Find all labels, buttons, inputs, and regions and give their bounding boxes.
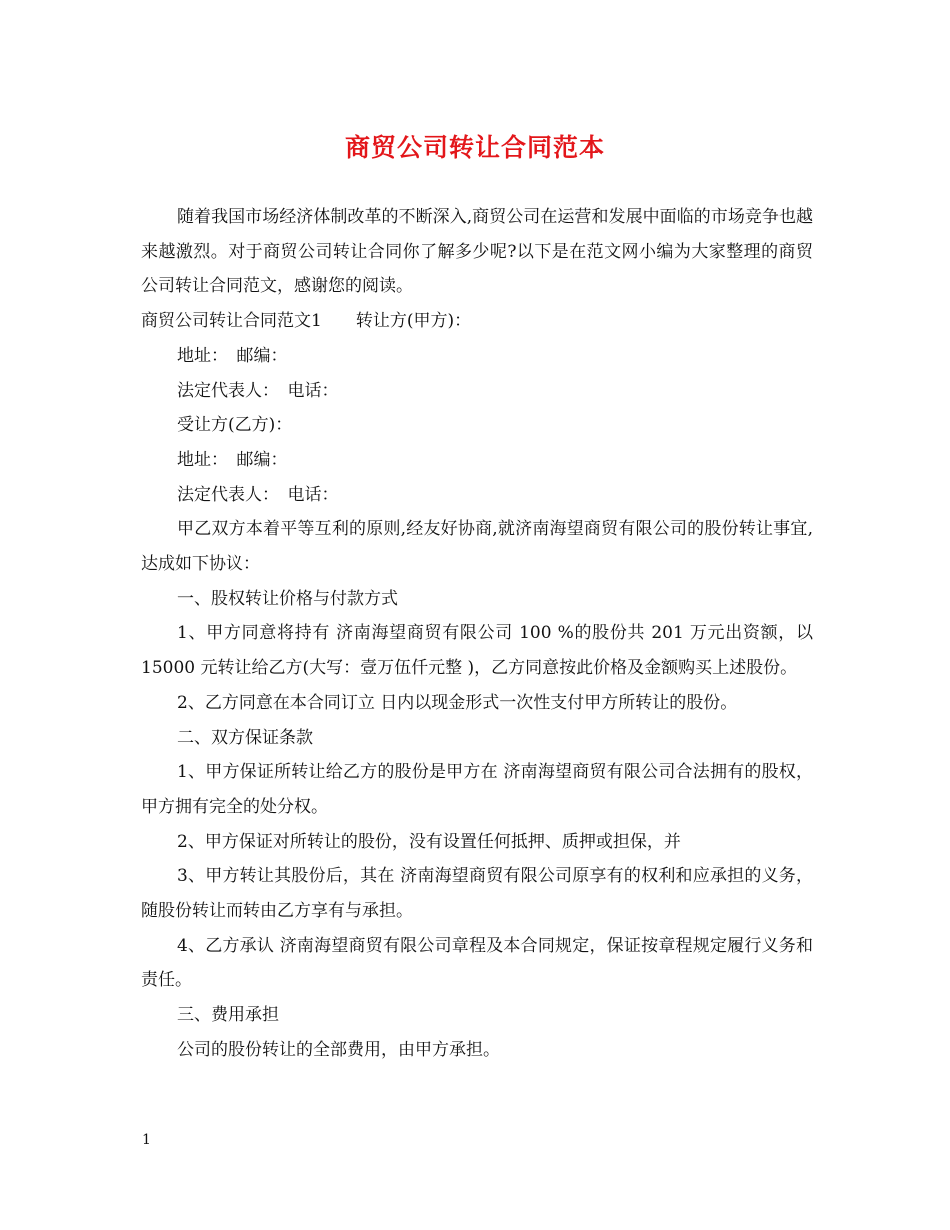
- contract-heading-line: 商贸公司转让合同范文1 转让方(甲方)：: [141, 311, 472, 332]
- party-a-representative: 法定代表人： 电话：: [177, 380, 339, 401]
- clause-1-2: 2、乙方同意在本合同订立 日内以现金形式一次性支付甲方所转让的股份。: [177, 692, 738, 713]
- party-a-address: 地址： 邮编：: [177, 345, 288, 366]
- section-heading-2: 二、双方保证条款: [177, 727, 313, 748]
- clause-2-3: 3、甲方转让其股份后，其在 济南海望商贸有限公司原享有的权利和应承担的义务，随股份转让而转由乙方享有与承担。: [141, 866, 813, 922]
- clause-2-2: 2、甲方保证对所转让的股份，没有设置任何抵押、质押或担保，并: [177, 831, 681, 852]
- document-body: [141, 200, 813, 1068]
- party-b-address: 地址： 邮编：: [177, 449, 288, 470]
- agreement-preamble: 甲乙双方本着平等互利的原则,经友好协商,就济南海望商贸有限公司的股份转让事宜,达成如下协议：: [141, 519, 813, 575]
- page-number: 1: [142, 1132, 151, 1148]
- document-title: 商贸公司转让合同范本: [344, 133, 605, 162]
- clause-1-1: 1、甲方同意将持有 济南海望商贸有限公司 100 %的股份共 201 万元出资额，以 15000 元转让给乙方(大写：壹万伍仟元整 )，乙方同意按此价格及金额购买上述股份。: [141, 623, 813, 679]
- party-b-representative: 法定代表人： 电话：: [177, 484, 339, 505]
- clause-3-1: 公司的股份转让的全部费用，由甲方承担。: [177, 1039, 500, 1060]
- section-heading-1: 一、股权转让价格与付款方式: [177, 588, 398, 609]
- clause-2-4: 4、乙方承认 济南海望商贸有限公司章程及本合同规定，保证按章程规定履行义务和责任。: [141, 935, 813, 991]
- section-heading-3: 三、费用承担: [177, 1005, 279, 1026]
- party-b-label: 受让方(乙方)：: [177, 415, 293, 436]
- intro-paragraph: 随着我国市场经济体制改革的不断深入,商贸公司在运营和发展中面临的市场竞争也越来越激烈。对于商贸公司转让合同你了解多少呢?以下是在范文网小编为大家整理的商贸公司转让合同范文，感谢您的阅读。: [141, 207, 813, 297]
- clause-2-1: 1、甲方保证所转让给乙方的股份是甲方在 济南海望商贸有限公司合法拥有的股权，甲方拥有完全的处分权。: [141, 762, 813, 817]
